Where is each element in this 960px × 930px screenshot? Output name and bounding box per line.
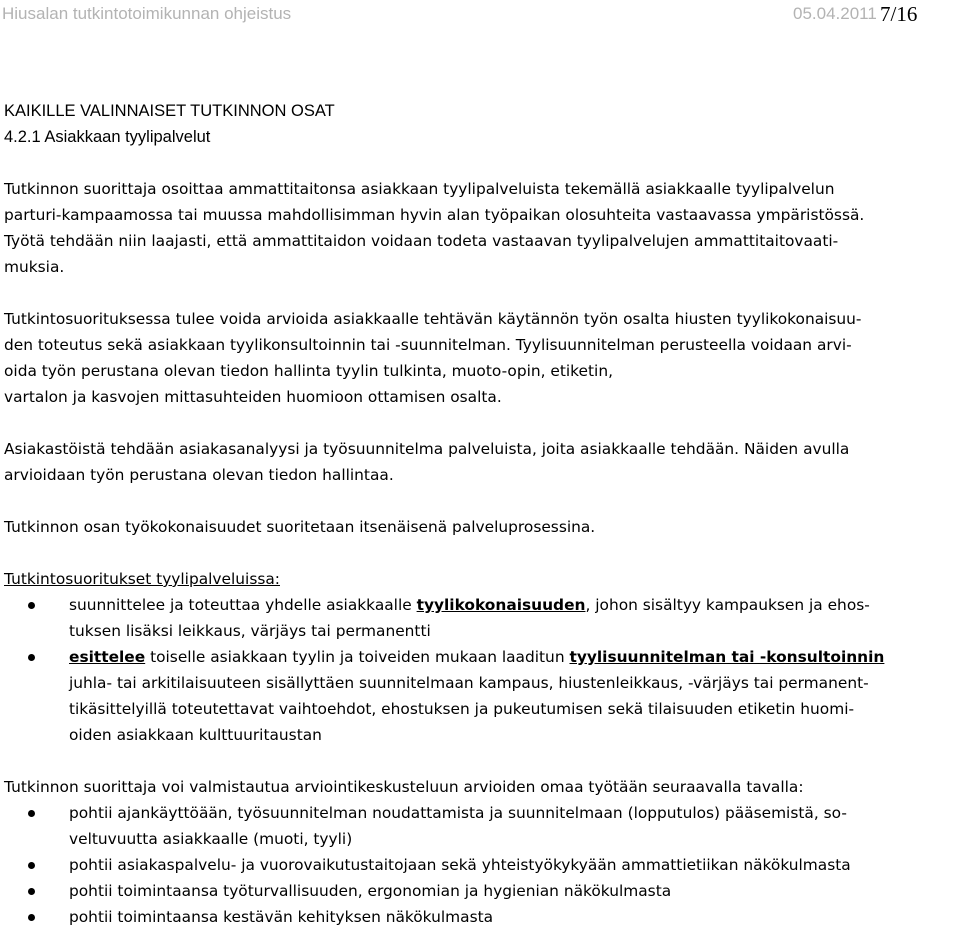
text-line: pohtii asiakaspalvelu- ja vuorovaikutustaitojaan sekä yhteistyökykyään ammattietiikan näkökulmasta (69, 856, 851, 874)
text-line: pohtii toimintaansa kestävän kehityksen näkökulmasta (69, 908, 494, 926)
bullet-icon (28, 810, 35, 817)
emphasis-text: tyylikokonaisuuden (416, 596, 586, 614)
bullet-icon (28, 654, 35, 661)
text-fragment: , johon sisältyy kampauksen ja ehos- (585, 596, 870, 614)
text-line: muksia. (4, 258, 65, 276)
header-page-number: 7/16 (880, 2, 918, 26)
section-title: KAIKILLE VALINNAISET TUTKINNON OSAT (4, 102, 335, 120)
text-line: Tutkinnon suorittaja osoittaa ammattitaitonsa asiakkaan tyylipalveluista tekemällä asiakkaalle tyylipalvelun (4, 180, 835, 198)
sub-title: 4.2.1 Asiakkaan tyylipalvelut (4, 128, 211, 146)
bullet-icon (28, 602, 35, 609)
text-line: veltuvuutta asiakkaalle (muoti, tyyli) (69, 830, 353, 848)
list-item (4, 878, 956, 904)
header-organization: Hiusalan tutkintotoimikunnan ohjeistus (2, 4, 292, 23)
arviointi-intro: Tutkinnon suorittaja voi valmistautua arviointikeskusteluun arvioiden omaa työtään seuraavalla tavalla: (4, 778, 804, 796)
paragraph-2 (4, 306, 956, 410)
emphasis-text: esittelee (69, 648, 146, 666)
list-item (4, 800, 956, 852)
list-item (4, 644, 956, 748)
bullet-icon (28, 914, 35, 921)
text-line (69, 644, 956, 670)
text-line: arvioidaan työn perustana olevan tiedon hallintaa. (4, 466, 394, 484)
emphasis-text: tyylisuunnitelman tai -konsultoinnin (569, 648, 885, 666)
text-line: vartalon ja kasvojen mittasuhteiden huomioon ottamisen osalta. (4, 388, 502, 406)
document-body (4, 176, 956, 930)
arviointi-list (4, 800, 956, 930)
bullet-icon (28, 862, 35, 869)
list-item (4, 592, 956, 644)
text-fragment: suunnittelee ja toteuttaa yhdelle asiakkaalle (69, 596, 417, 614)
text-line: juhla- tai arkitilaisuuteen sisällyttäen suunnitelmaan kampaus, hiustenleikkaus, -värjäys tai permanent- (69, 674, 869, 692)
text-line: oiden asiakkaan kulttuuritaustan (69, 726, 322, 744)
text-line: tikäsittelyillä toteutettavat vaihtoehdot, ehostuksen ja pukeutumisen sekä tilaisuuden etiketin huomi- (69, 700, 855, 718)
list-item (4, 852, 956, 878)
bullet-icon (28, 888, 35, 895)
header-date: 05.04.2011 (793, 4, 877, 23)
text-line: oida työn perustana olevan tiedon hallinta tyylin tulkinta, muoto-opin, etiketin, (4, 362, 613, 380)
text-fragment: toiselle asiakkaan tyylin ja toiveiden mukaan laaditun (145, 648, 570, 666)
text-line: pohtii toimintaansa työturvallisuuden, ergonomian ja hygienian näkökulmasta (69, 882, 672, 900)
text-line: den toteutus sekä asiakkaan tyylikonsultoinnin tai -suunnitelman. Tyylisuunnitelman perusteella voidaan arvi- (4, 336, 852, 354)
suoritukset-section (4, 566, 956, 748)
text-line: tuksen lisäksi leikkaus, värjäys tai permanentti (69, 622, 431, 640)
paragraph-3 (4, 436, 956, 488)
text-line: parturi-kampaamossa tai muussa mahdollisimman hyvin alan työpaikan olosuhteita vastaavassa ympäristössä. (4, 206, 865, 224)
page-header (0, 2, 946, 28)
text-line (69, 592, 956, 618)
arviointi-section (4, 774, 956, 930)
list-item (4, 904, 956, 930)
text-line: Asiakastöistä tehdään asiakasanalyysi ja työsuunnitelma palveluista, joita asiakkaalle tehdään. Näiden avulla (4, 440, 850, 458)
text-line: Tutkinnon osan työkokonaisuudet suoritetaan itsenäisenä palveluprosessina. (4, 518, 596, 536)
suoritukset-heading: Tutkintosuoritukset tyylipalveluissa: (4, 570, 280, 588)
paragraph-1 (4, 176, 956, 280)
suoritukset-list (4, 592, 956, 748)
text-line: Tutkintosuorituksessa tulee voida arvioida asiakkaalle tehtävän käytännön työn osalta hiusten tyylikokonaisuu- (4, 310, 862, 328)
paragraph-4 (4, 514, 956, 540)
text-line: Työtä tehdään niin laajasti, että ammattitaidon voidaan todeta vastaavan tyylipalvelujen ammattitaitovaati- (4, 232, 839, 250)
text-line: pohtii ajankäyttöään, työsuunnitelman noudattamista ja suunnitelmaan (lopputulos) pääsemistä, so- (69, 804, 847, 822)
